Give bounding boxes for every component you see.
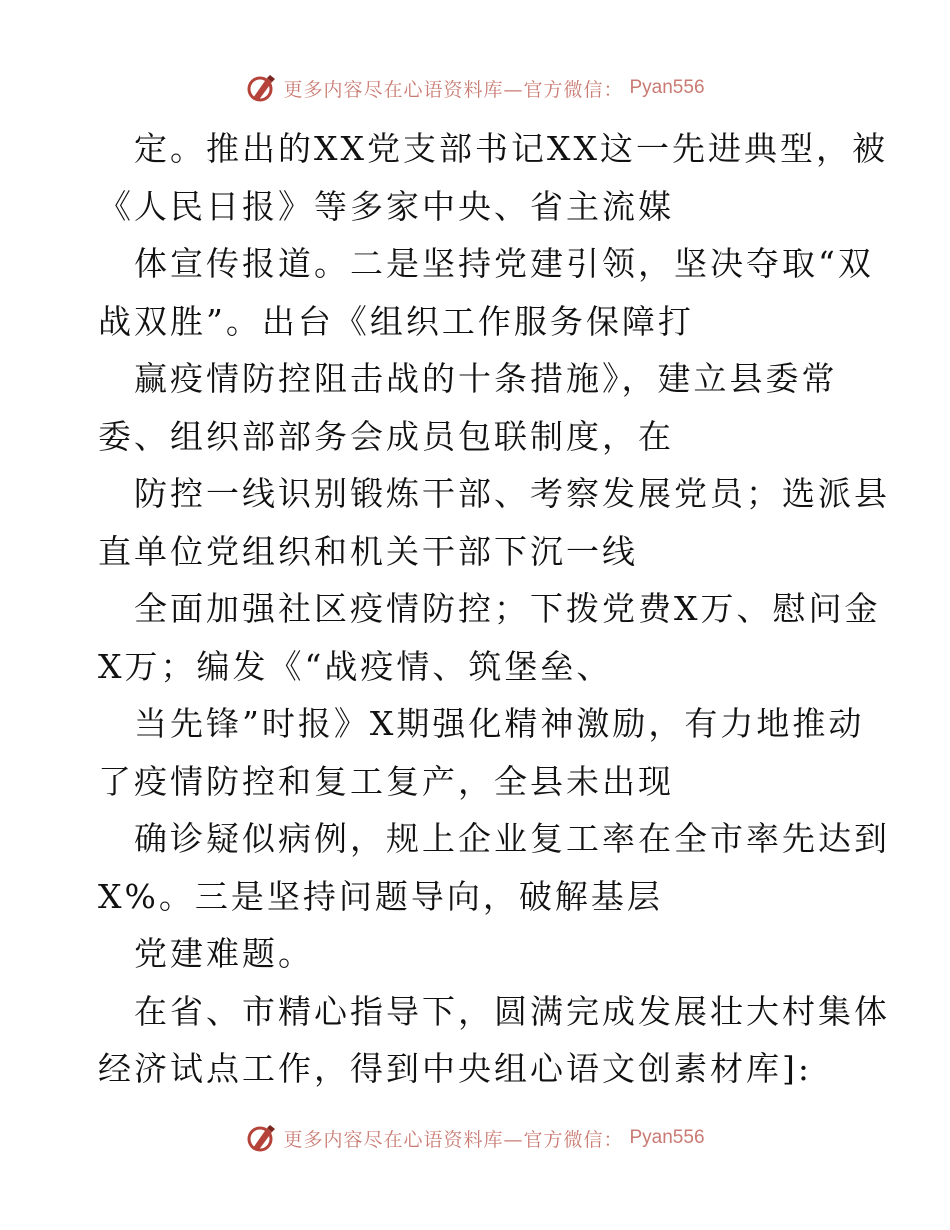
text-line: 确诊疑似病例，规上企业复工率在全市率先达到: [134, 819, 890, 858]
text-line: 委、组织部部务会成员包联制度，在: [98, 416, 674, 456]
text-line: 当先锋”时报》X期强化精神激励，有力地推动: [134, 704, 865, 743]
text-line: 直单位党组织和机关干部下沉一线: [98, 531, 638, 571]
text-line: 定。推出的XX党支部书记XX这一先进典型，被: [134, 129, 888, 168]
text-line: 党建难题。: [134, 934, 314, 973]
text-line: 《人民日报》等多家中央、省主流媒: [98, 186, 674, 226]
pen-logo-icon: [245, 1122, 277, 1154]
text-line: 体宣传报道。二是坚持党建引领，坚决夺取“双: [134, 244, 874, 283]
text-line: 战双胜”。出台《组织工作服务保障打: [98, 301, 694, 341]
text-line: 全面加强社区疫情防控；下拨党费X万、慰问金: [134, 589, 881, 628]
watermark-header: [0, 72, 950, 104]
text-line: 了疫情防控和复工复产，全县未出现: [98, 761, 674, 801]
text-line: X%。三是坚持问题导向，破解基层: [98, 876, 663, 916]
watermark-text: 更多内容尽在心语资料库—官方微信：: [283, 1128, 624, 1151]
text-line: 在省、市精心指导下，圆满完成发展壮大村集体: [134, 991, 890, 1031]
watermark-wechat-id: Pyan556: [629, 77, 705, 98]
text-line: 防控一线识别锻炼干部、考察发展党员；选派县: [134, 474, 890, 513]
text-line: 赢疫情防控阻击战的十条措施》，建立县委常: [134, 359, 838, 398]
watermark-wechat-id: Pyan556: [629, 1127, 705, 1148]
pen-logo-icon: [245, 72, 277, 104]
watermark-footer: [0, 1122, 950, 1154]
text-line: X万；编发《“战疫情、筑堡垒、: [98, 646, 613, 686]
watermark-text: 更多内容尽在心语资料库—官方微信：: [283, 78, 624, 101]
text-line: 经济试点工作，得到中央组心语文创素材库]:: [98, 1049, 812, 1088]
body-text: [98, 120, 890, 1098]
